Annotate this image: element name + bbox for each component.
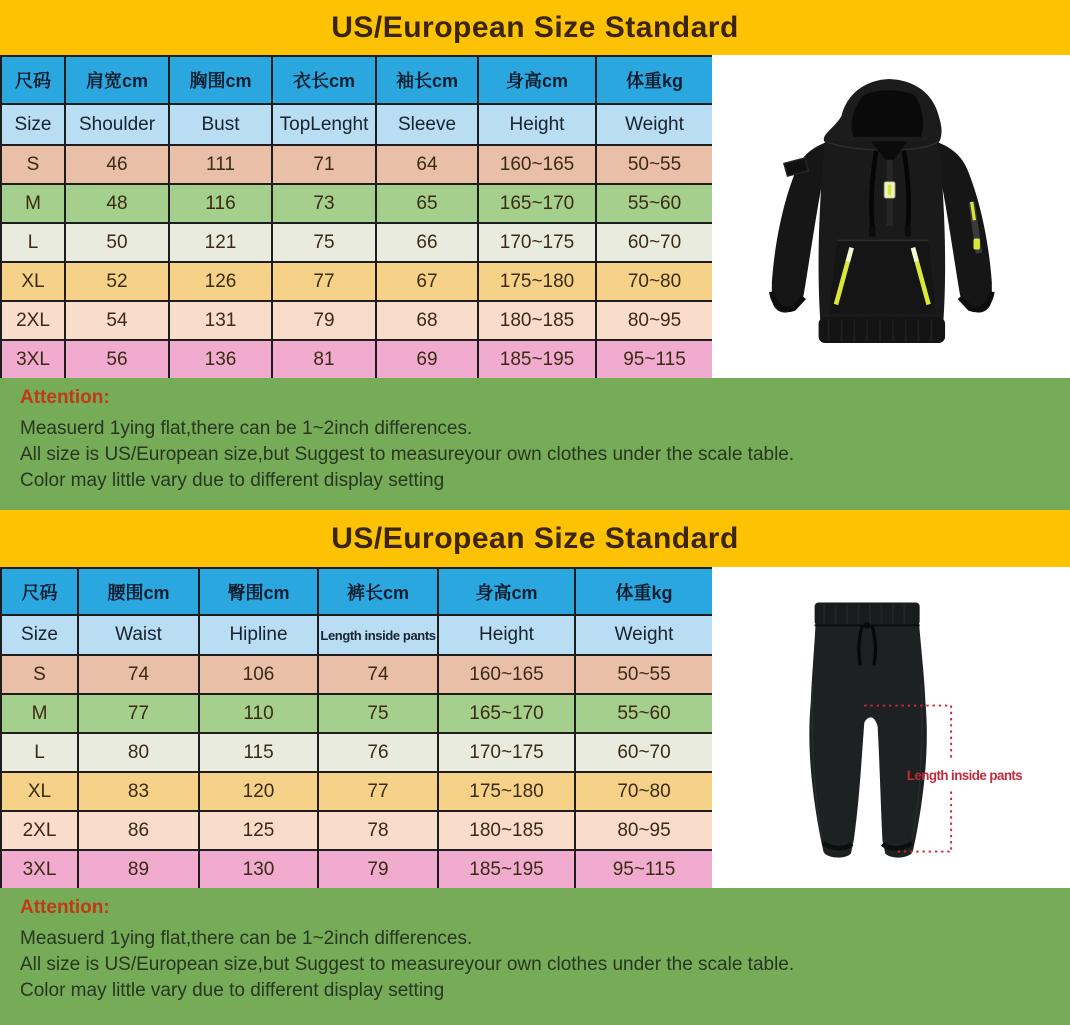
size-label: M bbox=[1, 184, 65, 223]
measurement-value: 175~180 bbox=[478, 262, 596, 301]
attention-heading: Attention: bbox=[20, 387, 110, 408]
measurement-value: 74 bbox=[78, 655, 199, 694]
measurement-value: 180~185 bbox=[478, 301, 596, 340]
measurement-value: 83 bbox=[78, 772, 199, 811]
measurement-value: 170~175 bbox=[438, 733, 575, 772]
column-header-en: Length inside pants bbox=[318, 615, 438, 655]
hoodie-size-table bbox=[0, 55, 714, 380]
hoodie-hem bbox=[819, 317, 946, 343]
size-row-xl bbox=[1, 262, 713, 301]
measurement-value: 80 bbox=[78, 733, 199, 772]
measurement-value: 76 bbox=[318, 733, 438, 772]
column-header-cn: 尺码 bbox=[1, 568, 78, 615]
size-label: 3XL bbox=[1, 340, 65, 379]
measurement-value: 89 bbox=[78, 850, 199, 889]
measurement-value: 131 bbox=[169, 301, 272, 340]
measurement-value: 130 bbox=[199, 850, 318, 889]
column-header-cn: 尺码 bbox=[1, 56, 65, 104]
column-header-en: Shoulder bbox=[65, 104, 169, 145]
measurement-value: 77 bbox=[78, 694, 199, 733]
measurement-value: 54 bbox=[65, 301, 169, 340]
size-row-3xl bbox=[1, 340, 713, 379]
measurement-value: 111 bbox=[169, 145, 272, 184]
pants-size-table bbox=[0, 567, 714, 890]
column-header-cn: 身高cm bbox=[438, 568, 575, 615]
column-header-en: Hipline bbox=[199, 615, 318, 655]
column-header-cn: 腰围cm bbox=[78, 568, 199, 615]
size-label: S bbox=[1, 145, 65, 184]
measurement-value: 95~115 bbox=[575, 850, 713, 889]
measurement-value: 80~95 bbox=[575, 811, 713, 850]
size-label: M bbox=[1, 694, 78, 733]
column-header-cn: 臀围cm bbox=[199, 568, 318, 615]
attention-section bbox=[0, 378, 1070, 510]
pants-product-image bbox=[712, 567, 1070, 888]
measurement-value: 110 bbox=[199, 694, 318, 733]
measurement-value: 60~70 bbox=[575, 733, 713, 772]
attention-line: Color may little vary due to different display setting bbox=[20, 470, 445, 491]
size-row-2xl bbox=[1, 811, 713, 850]
size-row-xl bbox=[1, 772, 713, 811]
measurement-value: 78 bbox=[318, 811, 438, 850]
column-header-en: Size bbox=[1, 615, 78, 655]
attention-line: Measuerd 1ying flat,there can be 1~2inch differences. bbox=[20, 928, 473, 949]
attention-heading: Attention: bbox=[20, 897, 110, 918]
measurement-value: 126 bbox=[169, 262, 272, 301]
measurement-value: 66 bbox=[376, 223, 478, 262]
measurement-value: 55~60 bbox=[596, 184, 713, 223]
measurement-value: 165~170 bbox=[478, 184, 596, 223]
pants-illustration bbox=[712, 570, 1070, 885]
column-header-cn: 身高cm bbox=[478, 56, 596, 104]
hoodie-header-row-en bbox=[1, 104, 713, 145]
column-header-en: Size bbox=[1, 104, 65, 145]
measurement-value: 116 bbox=[169, 184, 272, 223]
measurement-value: 67 bbox=[376, 262, 478, 301]
top-banner-title: US/European Size Standard bbox=[331, 10, 739, 44]
pants-body bbox=[809, 606, 926, 857]
pants-header-row-en bbox=[1, 615, 713, 655]
measurement-value: 136 bbox=[169, 340, 272, 379]
size-label: L bbox=[1, 223, 65, 262]
hoodie-header-row-cn bbox=[1, 56, 713, 104]
length-annotation-label: Length inside pants bbox=[906, 768, 1023, 783]
column-header-en: Height bbox=[478, 104, 596, 145]
measurement-value: 69 bbox=[376, 340, 478, 379]
size-label: 2XL bbox=[1, 301, 65, 340]
measurement-value: 70~80 bbox=[596, 262, 713, 301]
measurement-value: 50 bbox=[65, 223, 169, 262]
column-header-en: Bust bbox=[169, 104, 272, 145]
size-row-2xl bbox=[1, 301, 713, 340]
measurement-value: 64 bbox=[376, 145, 478, 184]
hoodie-hood-opening bbox=[852, 90, 923, 137]
measurement-value: 165~170 bbox=[438, 694, 575, 733]
measurement-value: 52 bbox=[65, 262, 169, 301]
bottom-banner bbox=[0, 510, 1070, 567]
size-row-3xl bbox=[1, 850, 713, 889]
measurement-value: 106 bbox=[199, 655, 318, 694]
measurement-value: 75 bbox=[318, 694, 438, 733]
column-header-en: TopLenght bbox=[272, 104, 376, 145]
column-header-cn: 衣长cm bbox=[272, 56, 376, 104]
measurement-value: 125 bbox=[199, 811, 318, 850]
measurement-value: 74 bbox=[318, 655, 438, 694]
measurement-value: 160~165 bbox=[478, 145, 596, 184]
top-banner bbox=[0, 0, 1070, 55]
column-header-cn: 裤长cm bbox=[318, 568, 438, 615]
measurement-value: 115 bbox=[199, 733, 318, 772]
size-row-s bbox=[1, 145, 713, 184]
column-header-en: Weight bbox=[575, 615, 713, 655]
measurement-value: 81 bbox=[272, 340, 376, 379]
attention-line: Measuerd 1ying flat,there can be 1~2inch differences. bbox=[20, 418, 473, 439]
column-header-cn: 肩宽cm bbox=[65, 56, 169, 104]
measurement-value: 170~175 bbox=[478, 223, 596, 262]
measurement-value: 70~80 bbox=[575, 772, 713, 811]
hoodie-product-image bbox=[712, 55, 1070, 378]
measurement-value: 50~55 bbox=[596, 145, 713, 184]
attention-line: All size is US/European size,but Suggest to measureyour own clothes under the scale table. bbox=[20, 444, 795, 465]
size-row-l bbox=[1, 733, 713, 772]
measurement-value: 50~55 bbox=[575, 655, 713, 694]
column-header-en: Height bbox=[438, 615, 575, 655]
measurement-value: 180~185 bbox=[438, 811, 575, 850]
measurement-value: 65 bbox=[376, 184, 478, 223]
measurement-value: 79 bbox=[318, 850, 438, 889]
size-label: L bbox=[1, 733, 78, 772]
size-row-l bbox=[1, 223, 713, 262]
measurement-value: 68 bbox=[376, 301, 478, 340]
measurement-value: 175~180 bbox=[438, 772, 575, 811]
size-label: 3XL bbox=[1, 850, 78, 889]
column-header-en: Sleeve bbox=[376, 104, 478, 145]
measurement-value: 56 bbox=[65, 340, 169, 379]
size-row-m bbox=[1, 184, 713, 223]
hoodie-illustration bbox=[726, 62, 1056, 372]
attention-line: Color may little vary due to different display setting bbox=[20, 980, 445, 1001]
measurement-value: 77 bbox=[318, 772, 438, 811]
size-label: XL bbox=[1, 262, 65, 301]
measurement-value: 77 bbox=[272, 262, 376, 301]
measurement-value: 80~95 bbox=[596, 301, 713, 340]
measurement-value: 48 bbox=[65, 184, 169, 223]
measurement-value: 185~195 bbox=[438, 850, 575, 889]
bottom-banner-title: US/European Size Standard bbox=[331, 521, 739, 555]
size-label: XL bbox=[1, 772, 78, 811]
attention-line: All size is US/European size,but Suggest to measureyour own clothes under the scale table. bbox=[20, 954, 795, 975]
column-header-en: Waist bbox=[78, 615, 199, 655]
measurement-value: 160~165 bbox=[438, 655, 575, 694]
measurement-value: 185~195 bbox=[478, 340, 596, 379]
measurement-value: 75 bbox=[272, 223, 376, 262]
size-label: 2XL bbox=[1, 811, 78, 850]
measurement-value: 120 bbox=[199, 772, 318, 811]
measurement-value: 86 bbox=[78, 811, 199, 850]
measurement-value: 79 bbox=[272, 301, 376, 340]
pants-header-row-cn bbox=[1, 568, 713, 615]
measurement-value: 71 bbox=[272, 145, 376, 184]
measurement-value: 95~115 bbox=[596, 340, 713, 379]
column-header-cn: 袖长cm bbox=[376, 56, 478, 104]
column-header-en: Weight bbox=[596, 104, 713, 145]
measurement-value: 46 bbox=[65, 145, 169, 184]
size-row-m bbox=[1, 694, 713, 733]
measurement-value: 73 bbox=[272, 184, 376, 223]
measurement-value: 121 bbox=[169, 223, 272, 262]
size-row-s bbox=[1, 655, 713, 694]
size-label: S bbox=[1, 655, 78, 694]
column-header-cn: 体重kg bbox=[596, 56, 713, 104]
measurement-value: 55~60 bbox=[575, 694, 713, 733]
column-header-cn: 胸围cm bbox=[169, 56, 272, 104]
measurement-value: 60~70 bbox=[596, 223, 713, 262]
attention-section bbox=[0, 888, 1070, 1025]
column-header-cn: 体重kg bbox=[575, 568, 713, 615]
